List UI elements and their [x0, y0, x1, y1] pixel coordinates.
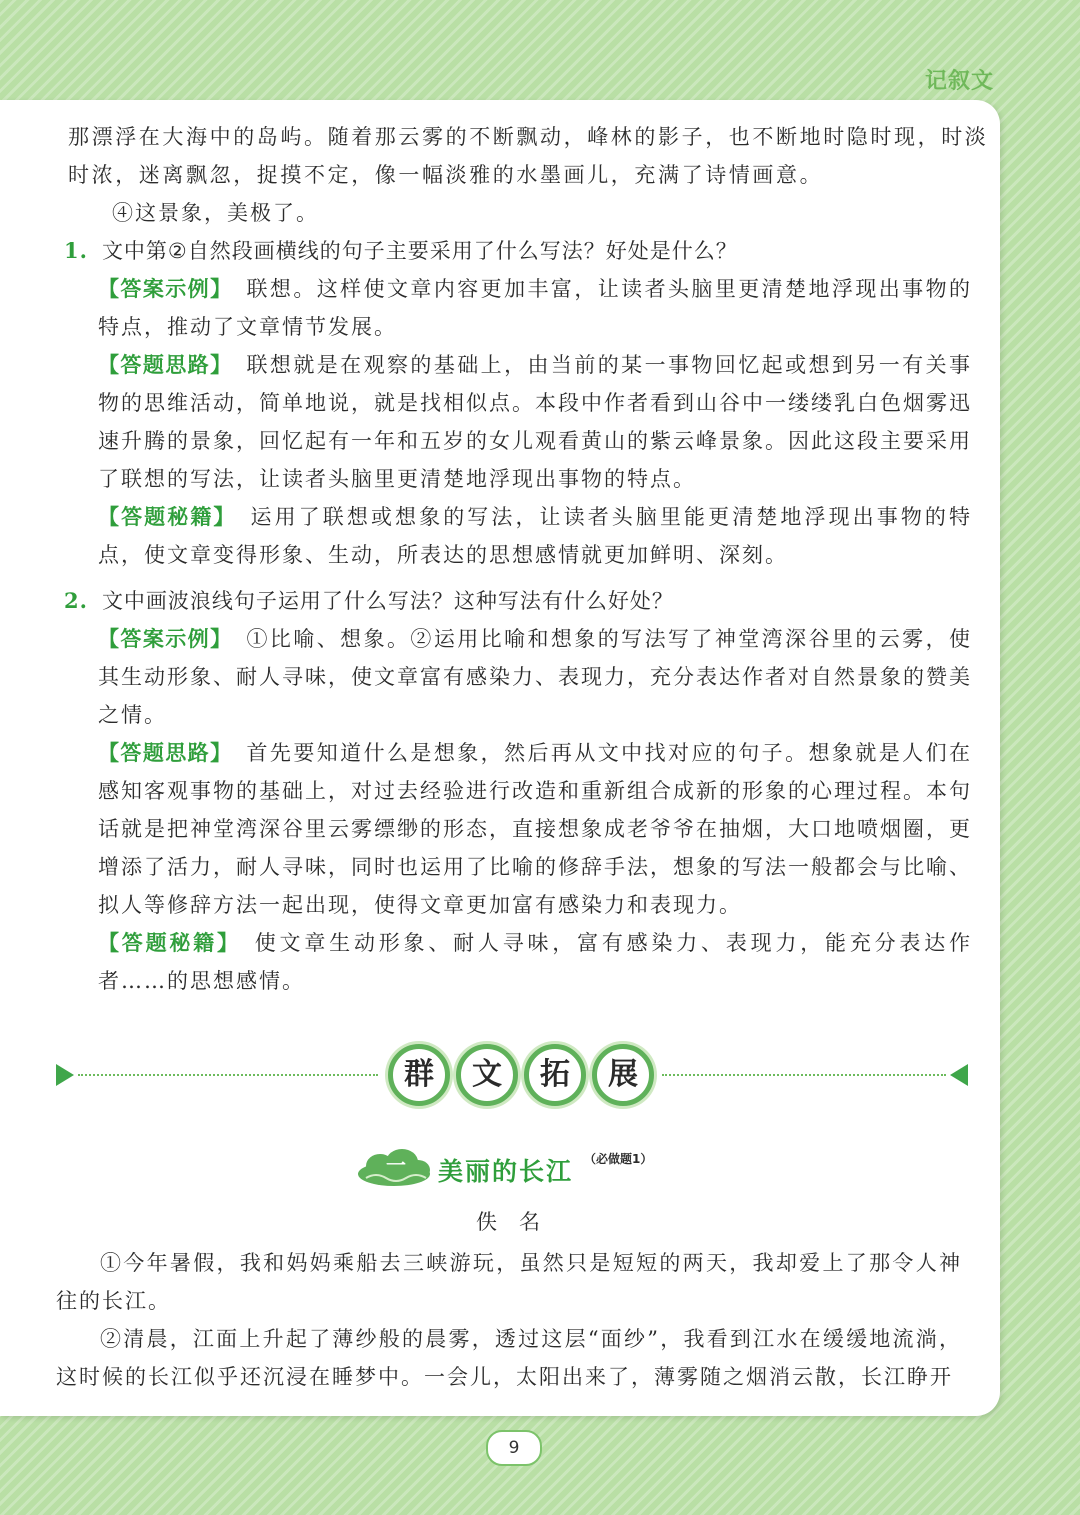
question-number: 1. — [64, 238, 88, 263]
header-category-label: 记叙文 — [924, 69, 994, 94]
answer-tag: 【答案示例】 — [98, 627, 233, 651]
article-paragraph-2: ②清晨，江面上升起了薄纱般的晨雾，透过这层“面纱”，我看到江水在缓缓地流淌，这时候的长江似乎还沉浸在睡梦中。一会儿，太阳出来了，薄雾随之烟消云散，长江睁开 — [56, 1327, 962, 1389]
question-1 — [64, 232, 972, 574]
idea-text: 首先要知道什么是想象，然后再从文中找对应的句子。想象就是人们在感知客观事物的基础上，对过去经验进行改造和重新组合成新的形象的心理过程。本句话就是把神堂湾深谷里云雾缥缈的形态，直接想象成老爷爷在抽烟，大口地喷烟圈，更增添了活力，耐人寻味，同时也运用了比喻的修辞手法，想象的写法一般都会与比喻、拟人等修辞方法一起出现，使得文章更加富有感染力和表现力。 — [98, 741, 972, 917]
question-prompt: 文中画波浪线句子运用了什么写法？这种写法有什么好处？ — [101, 589, 674, 613]
question-prompt: 文中第②自然段画横线的句子主要采用了什么写法？好处是什么？ — [101, 239, 738, 263]
section-title-char: 展 — [592, 1044, 654, 1106]
banner-divider — [662, 1074, 946, 1076]
article-body — [56, 1244, 962, 1396]
tip-text: 使文章生动形象、耐人寻味，富有感染力、表现力，能充分表达作者……的思想感情。 — [98, 931, 972, 993]
article-paragraph-1: ①今年暑假，我和妈妈乘船去三峡游玩，虽然只是短短的两天，我却爱上了那令人神往的长江。 — [56, 1251, 962, 1313]
tip-text: 运用了联想或想象的写法，让读者头脑里能更清楚地浮现出事物的特点，使文章变得形象、生动，所表达的思想感情就更加鲜明、深刻。 — [98, 505, 972, 567]
passage-paragraph-4: ④这景象，美极了。 — [112, 201, 319, 225]
arrow-left-icon — [950, 1064, 968, 1086]
answer-idea — [98, 346, 972, 498]
answer-idea — [98, 734, 972, 924]
cloud-badge-icon — [356, 1148, 432, 1188]
answer-tip — [98, 498, 972, 574]
idea-tag: 【答题思路】 — [98, 353, 233, 377]
idea-text: 联想就是在观察的基础上，由当前的某一事物回忆起或想到另一有关事物的思维活动，简单地说，就是找相似点。本段中作者看到山谷中一缕缕乳白色烟雾迅速升腾的景象，回忆起有一年和五岁的女儿观看黄山的紫云峰景象。因此这段主要采用了联想的写法，让读者头脑里更清楚地浮现出事物的特点。 — [98, 353, 972, 491]
badge-number: 一 — [386, 1153, 406, 1177]
page-number: 9 — [486, 1430, 542, 1466]
idea-tag: 【答题思路】 — [98, 741, 233, 765]
passage-top — [68, 118, 989, 232]
section-title-char: 群 — [388, 1044, 450, 1106]
section-title-char: 拓 — [524, 1044, 586, 1106]
answer-text: 联想。这样使文章内容更加丰富，让读者头脑里更清楚地浮现出事物的特点，推动了文章情节发展。 — [98, 277, 972, 339]
answer-example — [98, 270, 972, 346]
section-banner — [56, 1040, 968, 1110]
question-number: 2. — [64, 588, 88, 613]
answer-tag: 【答案示例】 — [98, 277, 233, 301]
tip-tag: 【答题秘籍】 — [98, 931, 241, 955]
answer-tip — [98, 924, 972, 1000]
section-title-char: 文 — [456, 1044, 518, 1106]
article-author: 佚名 — [476, 1210, 562, 1234]
article-title: 美丽的长江 — [438, 1157, 574, 1186]
article-note: （必做题1） — [584, 1152, 653, 1166]
tip-tag: 【答题秘籍】 — [98, 505, 237, 529]
answer-example — [98, 620, 972, 734]
article-heading — [356, 1146, 776, 1194]
banner-divider — [78, 1074, 378, 1076]
passage-line: 那漂浮在大海中的岛屿。随着那云雾的不断飘动，峰林的影子，也不断地时隐时现，时淡 — [68, 125, 989, 149]
arrow-right-icon — [56, 1064, 74, 1086]
question-2-text — [64, 582, 972, 620]
answer-text: ①比喻、想象。②运用比喻和想象的写法写了神堂湾深谷里的云雾，使其生动形象、耐人寻味，使文章富有感染力、表现力，充分表达作者对自然景象的赞美之情。 — [98, 627, 972, 727]
question-2 — [64, 582, 972, 1000]
question-1-text — [64, 232, 972, 270]
passage-line: 时浓，迷离飘忽，捉摸不定，像一幅淡雅的水墨画儿，充满了诗情画意。 — [68, 163, 824, 187]
